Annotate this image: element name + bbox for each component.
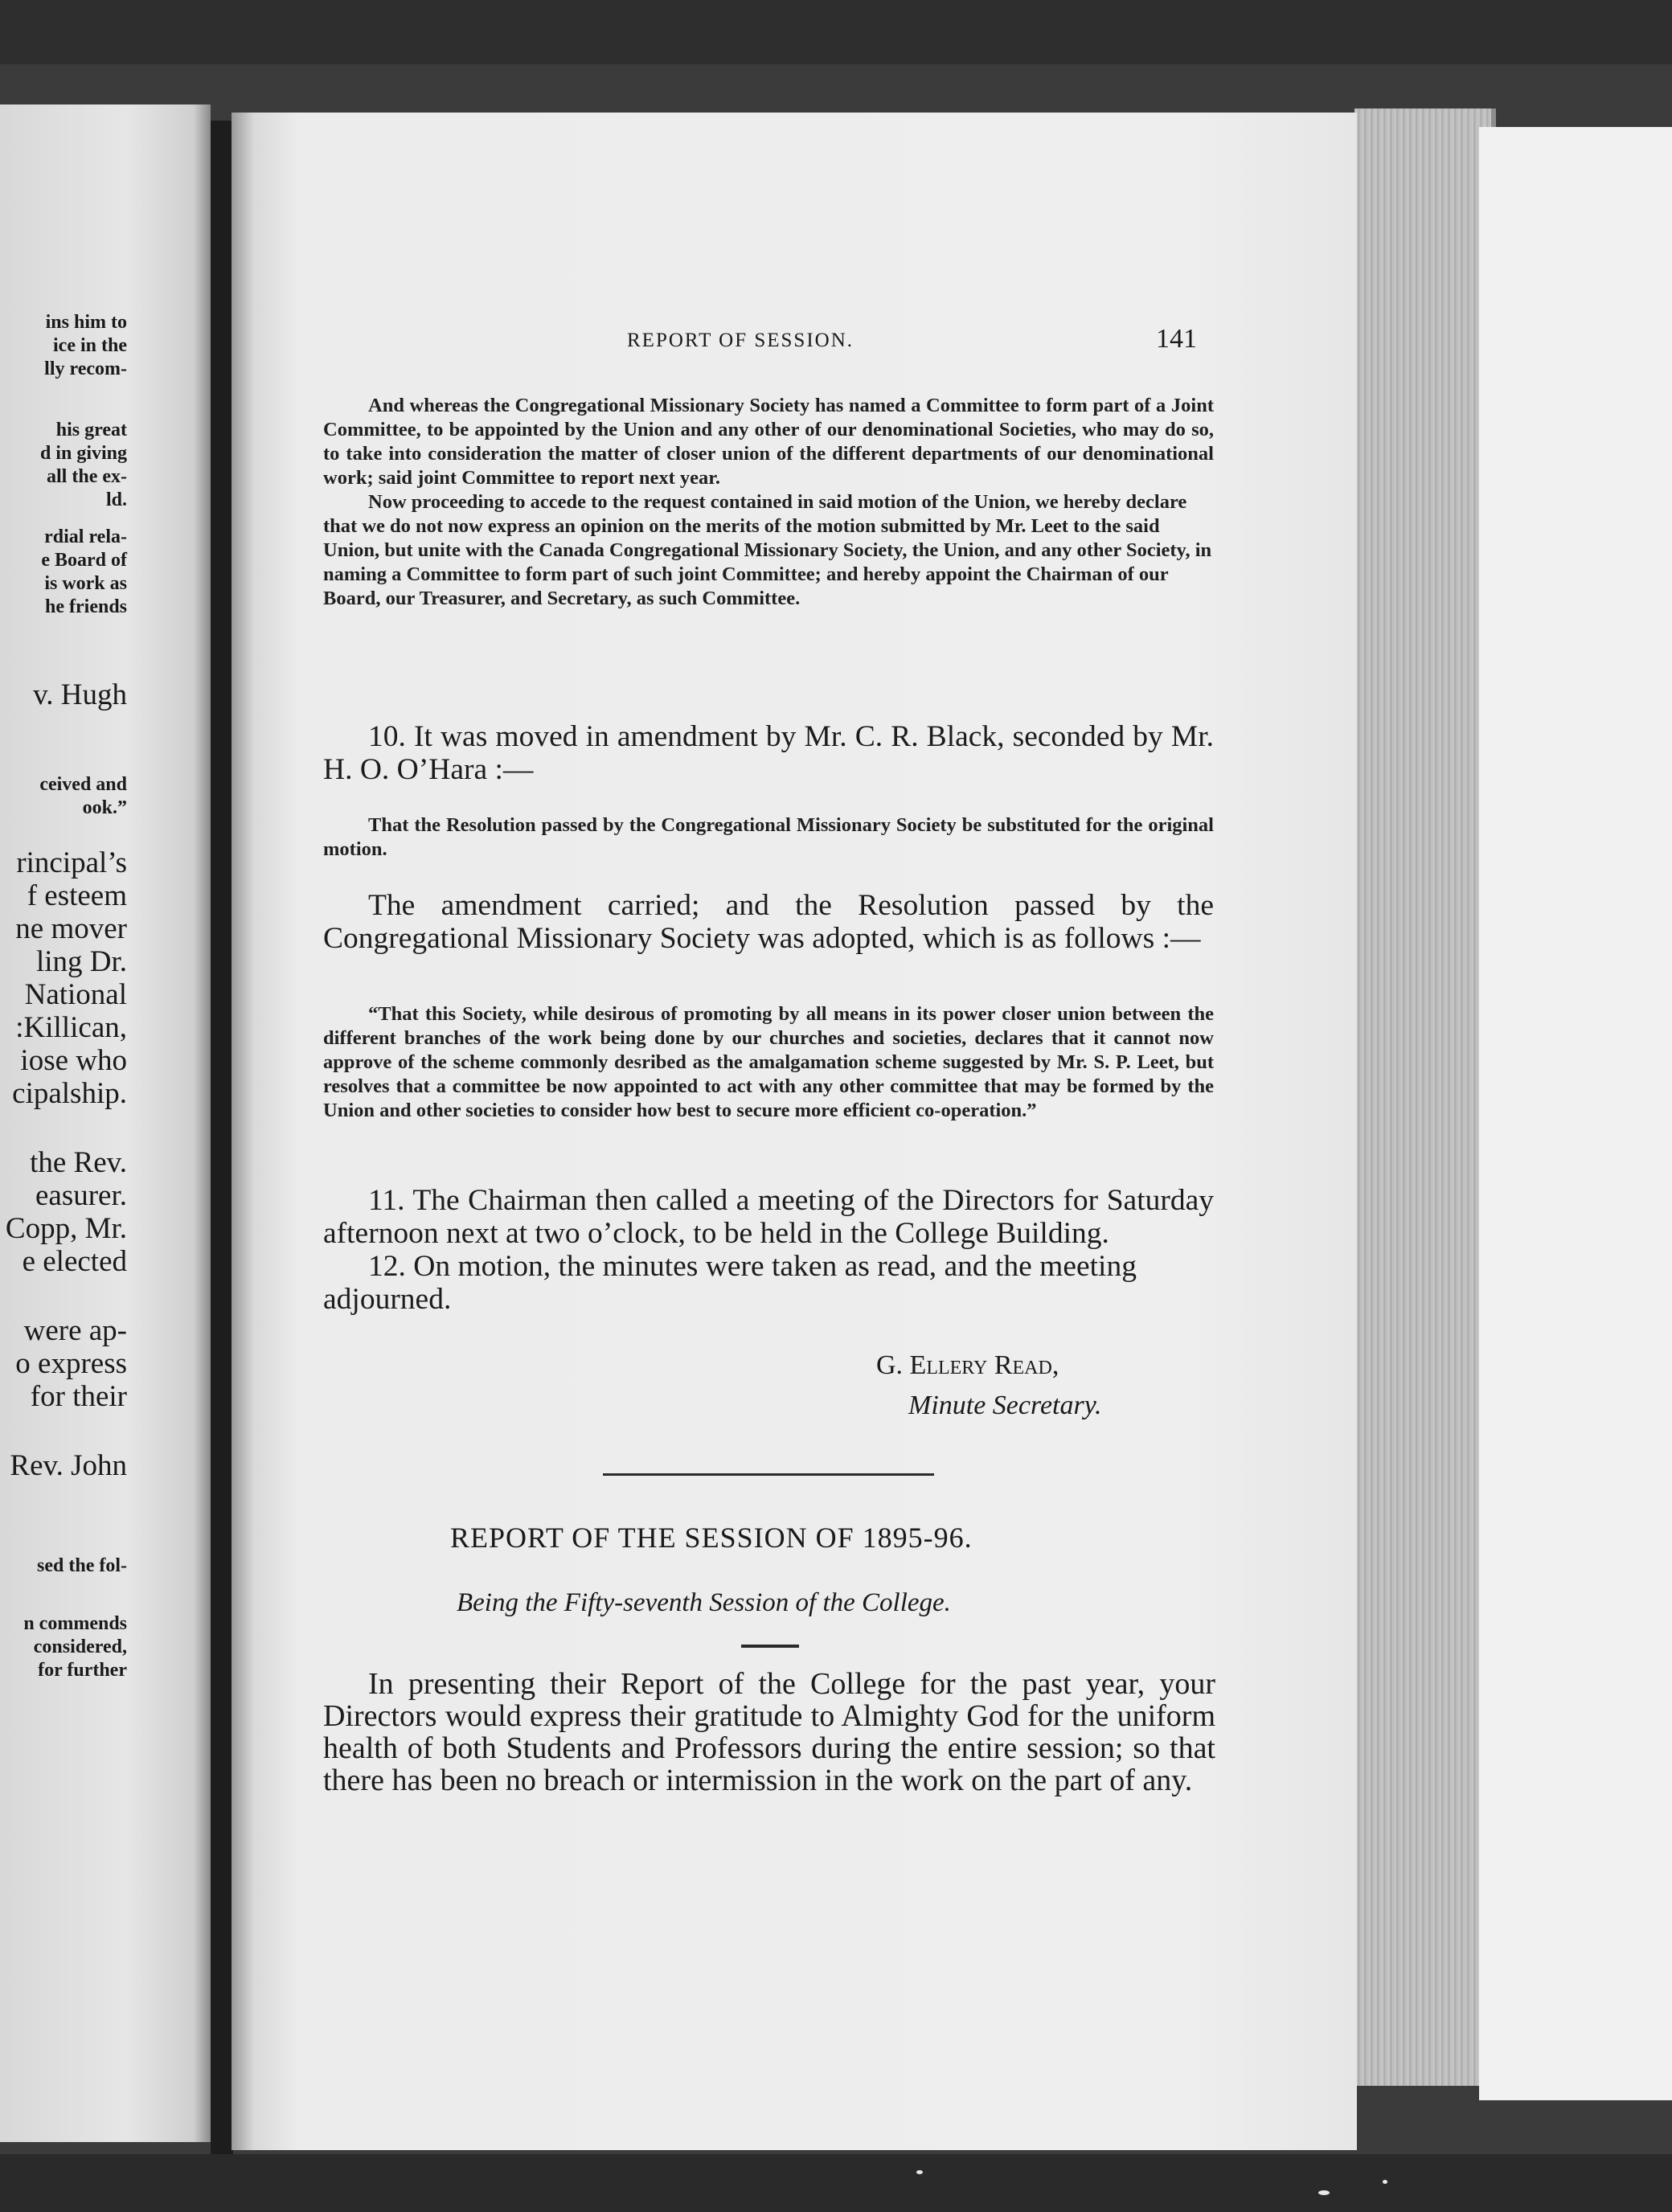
left-page-line: v. Hugh [33,678,127,711]
title-ornament-rule [741,1645,799,1648]
left-page-line: d in giving [39,443,127,464]
quoted-resolution [323,1002,1214,1123]
amendment-text: 10. It was moved in amendment by Mr. C. R. Black, seconded by Mr. H. O. O’Hara :— [323,720,1214,786]
left-page-line: iose who [20,1044,127,1077]
running-header: REPORT OF SESSION. [627,330,854,351]
left-page-line: Rev. John [10,1449,127,1482]
section-divider [603,1473,934,1476]
left-page-line: ling Dr. [35,945,127,978]
left-page-line: ins him to [45,312,127,333]
minutes-items [323,1184,1214,1316]
left-page-line: all the ex- [47,466,127,487]
left-page-line: lly recom- [44,358,127,379]
amendment-resolution-text: That the Resolution passed by the Congregational Missionary Society be substituted for the original motion. [323,814,1214,860]
left-page-line: he friends [45,596,127,617]
left-page-line: considered, [33,1636,127,1657]
left-page-line: :Killican, [15,1011,127,1044]
left-page-line: rdial rela- [44,526,127,547]
item-12: 12. On motion, the minutes were taken as read, and the meeting adjourned. [323,1250,1137,1316]
left-page-line: ice in the [53,335,127,356]
paragraph-whereas: And whereas the Congregational Missionary Society has named a Committee to form part of a Joint Committee, to be appointed by the Union and any other of our denominational Societies, who may do so, to take into consideration the matter of closer union of the different departments of our denominational work; said joint Committee to report next year. [323,395,1214,489]
signature-name: G. Ellery Read, [876,1350,1059,1380]
left-page-line: cipalship. [12,1077,127,1110]
signature-title: Minute Secretary. [908,1391,1102,1420]
left-page-line: his great [55,420,127,440]
paragraph-amendment-carried [323,889,1214,955]
paragraph-amendment [323,720,1214,786]
section-title: REPORT OF THE SESSION OF 1895-96. [450,1522,973,1554]
left-page-line: for their [30,1380,127,1413]
left-facing-page [0,104,211,2142]
scan-border-top [0,0,1672,64]
left-page-line: easurer. [35,1179,127,1212]
book-spine [211,121,233,2154]
left-page-line: rincipal’s [16,846,127,879]
left-page-line: f esteem [27,879,127,912]
left-page-line: ld. [105,490,127,510]
scan-speck [1383,2180,1387,2184]
left-page-line: were ap- [23,1314,127,1347]
scan-border-bottom [0,2154,1672,2212]
paragraph-amendment-resolution [323,813,1214,862]
left-page-line: the Rev. [30,1146,127,1179]
left-page-line: o express [15,1347,127,1380]
backing-sheet [1479,127,1672,2100]
left-page-line: ne mover [15,912,127,945]
resolution-block [323,394,1214,611]
page-number: 141 [1156,324,1197,354]
left-page-line: ceived and [39,774,127,795]
quoted-resolution-text: “That this Society, while desirous of promoting by all means in its power closer union between the different branches of the work being done by our churches and societies, declares that it cannot now approve of the scheme commonly desribed as the amalgamation scheme suggested by Mr. S. P. Leet, but resolves that a committee be now appointed to act with any other committee that may be formed by the Union and other societies to consider how best to secure more efficient co-operation.” [323,1003,1214,1121]
left-page-line: e elected [22,1245,127,1278]
left-page-line: Copp, Mr. [5,1212,127,1245]
left-page-line: National [24,978,127,1011]
page-edges [1354,109,1496,2086]
paragraph-proceeding: Now proceeding to accede to the request contained in said motion of the Union, we hereby declare that we do not now express an opinion on the merits of the motion submitted by Mr. Leet to the said Union, but unite with the Canada Congregational Missionary Society, the Union, and any other Society, in naming a Committee to form part of such joint Committee; and hereby appoint the Chairman of our Board, our Treasurer, and Secretary, as such Committee. [323,491,1212,609]
left-page-line: e Board of [41,550,127,571]
left-page-line: ook.” [82,797,127,818]
left-page-line: sed the fol- [37,1555,127,1576]
report-intro-paragraph [323,1668,1215,1796]
item-11: 11. The Chairman then called a meeting of the Directors for Saturday afternoon next at two o’clock, to be held in the College Building. [323,1184,1214,1250]
left-page-line: for further [38,1660,127,1681]
left-page-line: is work as [44,573,127,594]
scan-speck [916,2170,923,2174]
left-page-line: n commends [23,1613,127,1634]
section-subtitle: Being the Fifty-seventh Session of the College. [457,1588,951,1617]
scan-speck [1318,2190,1330,2195]
report-intro-text: In presenting their Report of the College for the past year, your Directors would express their gratitude to Almighty God for the uniform health of both Students and Professors during the entire session; so that there has been no breach or intermission in the work on the part of any. [323,1667,1215,1797]
amendment-carried-text: The amendment carried; and the Resolution passed by the Congregational Missionary Society was adopted, which is as follows :— [323,889,1214,955]
